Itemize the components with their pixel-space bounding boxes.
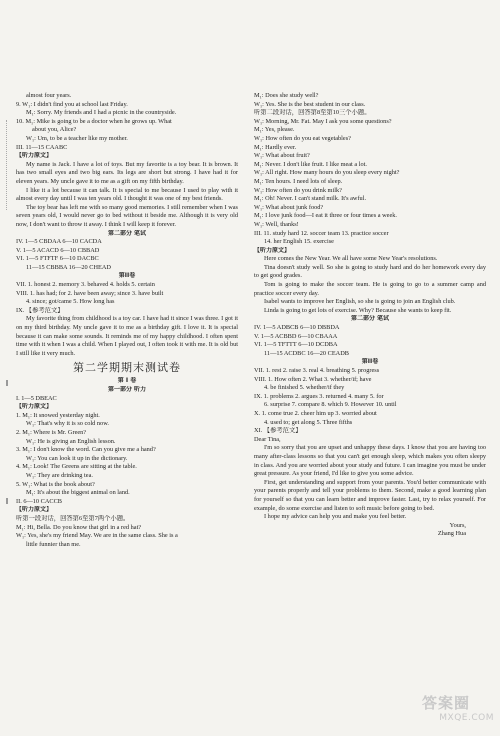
text-line: M₁: Ten hours. I need lots of sleep. [254,177,343,185]
text-line: 10. M₁: Mike is going to be a doctor when he grows up. What [16,117,172,125]
exam-title: 第二学期期末测试卷 [73,361,181,375]
text-line: XI. 【参考范文】 [254,427,302,435]
text-line: W₁: He is giving an English lesson. [26,437,116,445]
text-line: VII. 1. honest 2. memory 3. behaved 4. holds 5. certain [16,281,155,289]
text-line: 4. be finished 5. whether/if they [264,384,345,392]
text-line: 1. M₁: It snowed yesterday night. [16,411,100,419]
signature-line: Zhang Hua [437,530,466,538]
text-line: M₁: Yes, please. [254,126,295,134]
signature-line: Yours, [449,521,466,529]
watermark-cn: 答案圈 [422,694,471,712]
text-line: 2. M₁: Where is Mr. Green? [16,428,87,436]
binding-mark [6,498,8,504]
paragraph: I'm so sorry that you are upset and unhappy these days. I know that you are having too many after-class lessons so that you can't get enough sleep, which makes you often sleepy in class. And you are worried about your study and future. I can imagine you must be under great pressure. As your friend, I'd like to give you some advice. [254,444,486,478]
text-line: IX. 【参考范文】 [16,306,64,314]
text-line: VI. 1—5 TFTTT 6—10 DCDBA [254,341,338,349]
text-line: 听第一段对话，回答第6至第7两个小题。 [16,514,130,522]
text-line: VI. 1—5 FTFTF 6—10 DACBC [16,255,99,263]
right-column [254,92,486,539]
section-heading: 【听力原文】 [16,152,53,160]
text-line: 5. W₁: What is the book about? [16,480,95,488]
section-heading: 【听力原文】 [254,246,291,254]
text-line: W₁: What about junk food? [254,203,324,211]
paragraph: Tina doesn't study well. So she is going to study hard and do her homework every day to get good grades. [254,263,486,280]
text-line: little funnier than me. [26,540,81,548]
paragraph: My name is Jack. I have a lot of toys. But my favorite is a toy bear. It is brown. It has two small eyes and two big ears. Its legs are short but strong. I have had it for eleven years. My uncle gave it to me as a gift on my fifth birthday. [16,160,238,185]
text-line: almost four years. [26,92,72,99]
text-line: W₁: Yes, she's my friend May. We are in the same class. She is a [16,532,178,540]
watermark-en: MXQE.COM [439,713,494,723]
text-line: W₁: You can look it up in the dictionary. [26,454,128,462]
left-column [16,92,238,549]
text-line: IV. 1—5 CBDAA 6—10 CACDA [16,238,102,246]
paragraph: First, get understanding and support from your parents. You'd better communicate with your parents properly and tell your problems to them. Second, make a good learning plan for yourself so that you can learn better and improve faster. Last, try to relax yourself. For example, do some exercise and listen to soft music before going to bed. [254,478,486,512]
paragraph: My favorite thing from childhood is a toy car. I have had it since I was three. I got it on my third birthday. My uncle gave it to me as a birthday gift. I love it. It is special because it can make some sounds. It reminds me of my happy childhood. I often spent time with it when I was a child. When I played out, I often took it with me. It is old but I still like it very much. [16,315,238,357]
section-title: 第II卷 [361,358,379,366]
text-line: W₁: Well, thanks! [254,220,299,228]
text-line: M₁: Sorry. My friends and I had a picnic in the countryside. [26,109,177,117]
text-line: W₁: How often do you eat vegetables? [254,134,351,142]
section-title: 第一部分 听力 [107,386,147,393]
text-line: 3. M₁: I don't know the word. Can you give me a hand? [16,446,156,454]
text-line: 11—15 CBBBA 16—20 CHEAD [26,263,111,271]
text-line: X. 1. come true 2. cheer him up 3. worried about [254,409,377,417]
text-line: III. 11. study hard 12. soccer team 13. practice soccer [254,229,389,237]
text-line: W₁: All right. How many hours do you sleep every night? [254,169,400,177]
paragraph: I like it a lot because it can talk. It is special to me because I used to play with it almost every day until I was ten years old. I thought it was one of my best friends. [16,186,238,203]
text-line: VII. 1. rest 2. raise 3. real 4. breathing 5. progress [254,367,380,374]
watermark-logo [422,692,494,732]
text-line: M₁: Oh! Never. I can't stand milk. It's awful. [254,195,367,203]
binding-dots [6,120,8,210]
text-line: II. 6—10 CACCB [16,497,63,505]
paragraph: I hope my advice can help you and make you feel better. [264,513,407,521]
text-line: 4. since; got/came 5. How long has [26,298,115,306]
text-line: W₁: Yes. She is the best student in our class. [254,100,366,108]
paragraph: Tom is going to make the soccer team. He is going to go to a summer camp and practice soccer every day. [254,281,486,297]
text-line: M₁: I love junk food—I eat it three or four times a week. [254,212,397,220]
text-line: IX. 1. problems 2. argues 3. returned 4. many 5. for [254,392,384,400]
text-line: 4. M₁: Look! The Greens are sitting at the table. [16,463,137,471]
section-title: 第二部分 笔试 [107,229,147,237]
text-line: Dear Tina, [254,435,281,443]
section-title: 第二部分 笔试 [350,315,390,323]
text-line: M₁: It's about the biggest animal on land. [26,489,130,497]
text-line: V. 1—5 ACBBD 6—10 CBAAA [254,332,338,340]
text-line: 11—15 ACDBC 16—20 CEADB [264,349,349,357]
text-line: VIII. 1. How often 2. What 3. whether/if; have [254,375,372,383]
text-line: M₁: Hardly ever. [254,143,297,151]
paragraph: Linda is going to get lots of exercise. Why? Because she wants to keep fit. [264,306,452,314]
text-line: about you, Alice? [32,126,77,134]
text-line: W₁: What about fruit? [254,152,310,160]
text-line: W₁: That's why it is so cold now. [26,420,109,428]
binding-mark [6,380,8,386]
text-line: M₁: Hi, Bella. Do you know that girl in a red hat? [16,523,142,531]
text-line: M₁: Never. I don't like fruit. I like meat a lot. [254,160,367,168]
text-line: M₁: Does she study well? [254,92,319,99]
text-line: IV. 1—5 ADBCB 6—10 DBBDA [254,324,340,332]
paragraph: The toy bear has left me with so many good memories. I still remember when I was seven years old, I would never go to bed without it beside me. Although it is very old now, I don't want to throw it away. I think I will keep it forever. [16,203,238,228]
text-line: W₁: How often do you drink milk? [254,186,342,194]
text-line: III. 11—15 CAABC [16,143,68,151]
text-line: W₁: Morning, Mr. Fat. May I ask you some questions? [254,117,392,125]
section-heading: 【听力原文】 [16,506,53,514]
section-title: 第 I 卷 [117,377,137,385]
text-line: V. 1—5 ACACD 6—10 CBBAD [16,246,100,254]
paragraph: Isabel wants to improve her English, so she is going to join an English club. [264,298,456,306]
paragraph: Here comes the New Year. We all have some New Year's resolutions. [264,255,438,263]
text-line: 听第二段对话，回答第8至第10三个小题。 [254,109,371,117]
text-line: 6. surprise 7. compare 8. which 9. However 10. until [264,401,397,409]
text-line: W₁: They are drinking tea. [26,471,93,479]
text-line: 4. used to; get along 5. Three fifths [264,418,353,426]
section-heading: 【听力原文】 [16,403,53,411]
text-line: VIII. 1. has had; for 2. have been away; since 3. have built [16,289,164,297]
text-line: 14. her English 15. exercise [264,238,334,246]
text-line: I. 1—5 DBEAC [16,394,57,402]
text-line: W₁: Um, to be a teacher like my mother. [26,134,128,142]
text-line: 9. W₁: I didn't find you at school last Friday. [16,100,128,108]
section-title: 第II卷 [118,272,136,280]
